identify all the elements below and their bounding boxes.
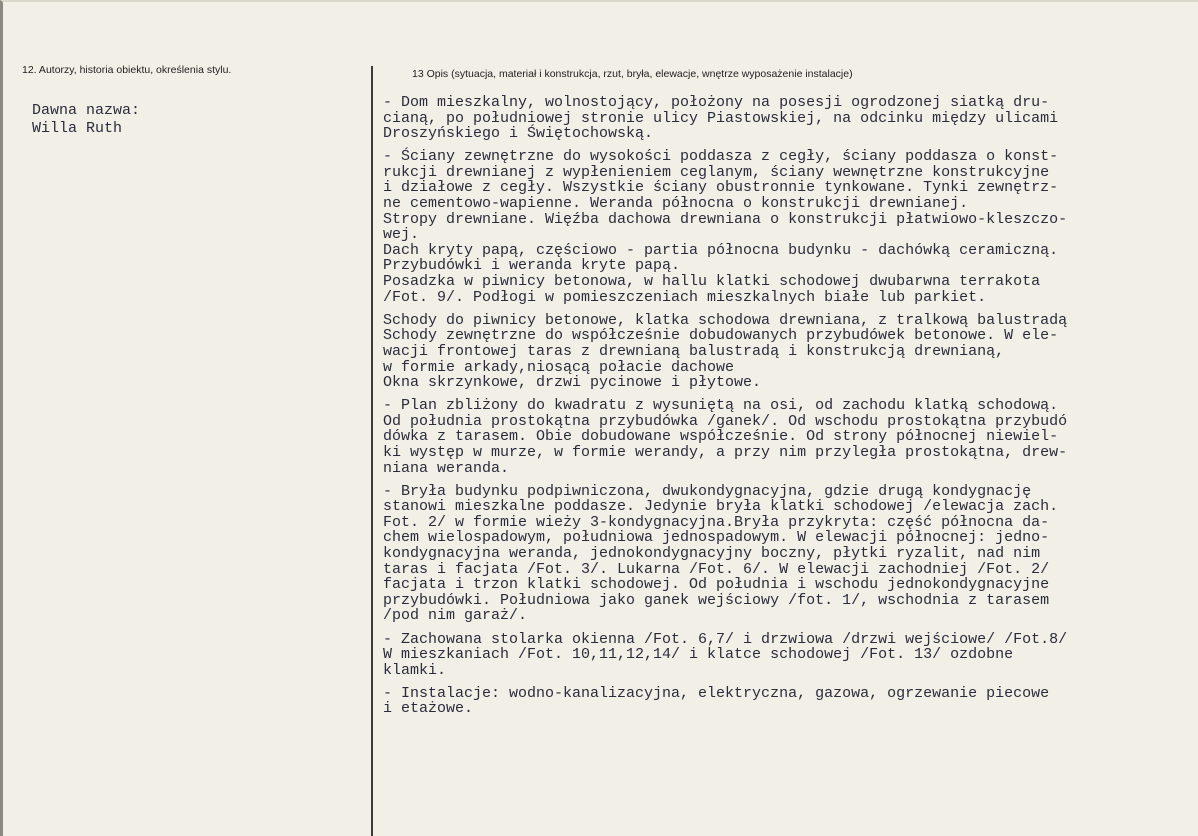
text-line: /Fot. 9/. Podłogi w pomieszczeniach mieszkalnych białe lub parkiet. bbox=[383, 288, 987, 306]
former-name-value: Willa Ruth bbox=[32, 120, 123, 137]
text-line: chem wielospadowym, południowa jednospadowym. W elewacji północnej: jedno- bbox=[383, 529, 1050, 547]
text-line: /pod nim garaż/. bbox=[383, 607, 528, 625]
text-line: Przybudówki i weranda kryte papą. bbox=[383, 257, 681, 275]
text-line: cianą, po południowej stronie ulicy Piastowskiej, na odcinku między ulicami bbox=[383, 109, 1059, 127]
section-13-content bbox=[383, 95, 1183, 717]
text-line: rukcji drewnianej z wypłenieniem ceglanym, ściany wewnętrzne konstrukcyjne bbox=[383, 163, 1050, 181]
text-line: - Bryła budynku podpiwniczona, dwukondygnacyjna, gdzie drugą kondygnację bbox=[383, 482, 1032, 500]
section-12-header: 12. Autorzy, historia obiektu, określenia stylu. bbox=[22, 64, 232, 76]
section-12-content bbox=[32, 102, 140, 138]
paragraph-plan bbox=[383, 398, 1183, 476]
text-line: Okna skrzynkowe, drzwi pycinowe i płytowe. bbox=[383, 374, 762, 392]
text-line: kondygnacyjna weranda, jednokondygnacyjny boczny, płytki ryzalit, nad nim bbox=[383, 545, 1041, 563]
text-line: ki występ w murze, w formie werandy, a przy nim przyległa prostokątna, drew- bbox=[383, 443, 1068, 461]
text-line: facjata i trzon klatki schodowej. Od południa i wschodu jednokondygnacyjne bbox=[383, 576, 1050, 594]
paragraph-massing bbox=[383, 484, 1183, 624]
text-line: wej. bbox=[383, 226, 420, 244]
text-line: - Instalacje: wodno-kanalizacyjna, elektryczna, gazowa, ogrzewanie piecowe bbox=[383, 684, 1050, 702]
text-line: Stropy drewniane. Więźba dachowa drewniana o konstrukcji płatwiowo-kleszczo- bbox=[383, 210, 1068, 228]
text-line: i działowe z cegły. Wszystkie ściany obustronnie tynkowane. Tynki zewnętrz- bbox=[383, 179, 1059, 197]
text-line: Posadzka w piwnicy betonowa, w hallu klatki schodowej dwubarwna terrakota bbox=[383, 273, 1041, 291]
text-line: dówka z tarasem. Obie dobudowane współcześnie. Od strony północnej niewiel- bbox=[383, 428, 1059, 446]
section-13-header: 13 Opis (sytuacja, materiał i konstrukcja, rzut, bryła, elewacje, wnętrze wyposażenie instalacje) bbox=[412, 68, 853, 80]
text-line: Od południa prostokątna przybudówka /ganek/. Od wschodu prostokątna przybudó bbox=[383, 412, 1068, 430]
paragraph-stairs-windows bbox=[383, 313, 1183, 391]
former-name-label: Dawna nazwa: bbox=[32, 102, 141, 119]
paragraph-joinery bbox=[383, 632, 1183, 679]
text-line: W mieszkaniach /Fot. 10,11,12,14/ i klatce schodowej /Fot. 13/ ozdobne bbox=[383, 646, 1014, 664]
text-line: Fot. 2/ w formie wieży 3-kondygnacyjna.Bryła przykryta: część północna da- bbox=[383, 513, 1050, 531]
text-line: - Zachowana stolarka okienna /Fot. 6,7/ i drzwiowa /drzwi wejściowe/ /Fot.8/ bbox=[383, 630, 1068, 648]
text-line: Droszyńskiego i Świętochowską. bbox=[383, 125, 654, 143]
text-line: niana weranda. bbox=[383, 459, 510, 477]
text-line: wacji frontowej taras z drewnianą balustradą i konstrukcją drewnianą, bbox=[383, 342, 1005, 360]
text-line: klamki. bbox=[383, 661, 447, 679]
column-divider bbox=[371, 66, 373, 836]
paragraph-materials bbox=[383, 149, 1183, 305]
text-line: - Ściany zewnętrzne do wysokości poddasza z cegły, ściany poddasza o konst- bbox=[383, 148, 1059, 166]
text-line: Schody do piwnicy betonowe, klatka schodowa drewniana, z tralkową balustradą bbox=[383, 311, 1068, 329]
text-line: przybudówki. Południowa jako ganek wejściowy /fot. 1/, wschodnia z tarasem bbox=[383, 591, 1050, 609]
text-line: - Dom mieszkalny, wolnostojący, położony na posesji ogrodzonej siatką dru- bbox=[383, 94, 1050, 111]
text-line: ne cementowo-wapienne. Weranda północna o konstrukcji drewnianej. bbox=[383, 195, 969, 213]
text-line: Schody zewnętrzne do współcześnie dobudowanych przybudówek betonowe. W ele- bbox=[383, 327, 1059, 345]
paragraph-installations bbox=[383, 686, 1183, 717]
text-line: stanowi mieszkalne poddasze. Jedynie bryła klatki schodowej /elewacja zach. bbox=[383, 498, 1059, 516]
text-line: taras i facjata /Fot. 3/. Lukarna /Fot. 6/. W elewacji zachodniej /Fot. 2/ bbox=[383, 560, 1050, 578]
text-line: i etażowe. bbox=[383, 700, 474, 718]
paragraph-location bbox=[383, 95, 1183, 142]
text-line: Dach kryty papą, częściowo - partia północna budynku - dachówką ceramiczną. bbox=[383, 241, 1059, 259]
text-line: - Plan zbliżony do kwadratu z wysuniętą na osi, od zachodu klatką schodową. bbox=[383, 397, 1059, 415]
text-line: w formie arkady,niosącą połacie dachowe bbox=[383, 358, 735, 376]
